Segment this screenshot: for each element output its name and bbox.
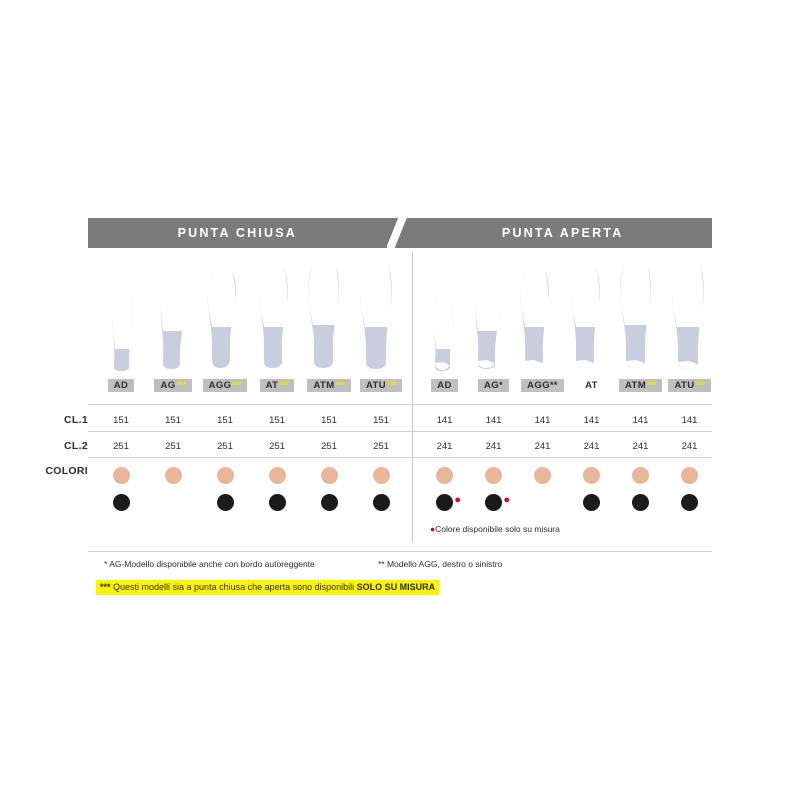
cl2-value: 241 bbox=[632, 440, 649, 452]
su-misura-text: Colore disponibile solo su misura bbox=[435, 524, 560, 534]
color-dot-cell bbox=[147, 464, 199, 486]
model-chip-ag-closed[interactable]: AG*** bbox=[154, 379, 191, 393]
color-dots-black-right bbox=[420, 491, 714, 513]
model-chip-atu-open[interactable]: ATU*** bbox=[668, 379, 710, 393]
leg-figure-ad-open bbox=[422, 258, 466, 373]
cl1-value: 151 bbox=[373, 414, 389, 426]
cl1-value: 141 bbox=[436, 414, 453, 426]
color-dot-cell bbox=[355, 491, 407, 513]
asterisk-marker: ** bbox=[550, 379, 558, 390]
color-dot-beige bbox=[269, 467, 286, 484]
su-misura-marker: ● bbox=[454, 494, 461, 506]
model-label-cell bbox=[616, 377, 665, 394]
rule-cl2-colori bbox=[88, 457, 712, 458]
stars-marker: *** bbox=[232, 379, 242, 390]
color-dot-cell bbox=[518, 464, 567, 486]
rule-top bbox=[88, 404, 712, 405]
header-punta-chiusa: PUNTA CHIUSA bbox=[88, 218, 387, 248]
leg-illustrations-right bbox=[422, 258, 712, 373]
cl1-value: 151 bbox=[321, 414, 337, 426]
leg-icon bbox=[199, 269, 249, 373]
leg-figure-agg-open bbox=[512, 258, 562, 373]
color-dot-cell bbox=[420, 491, 469, 513]
leg-icon bbox=[466, 273, 512, 373]
color-dot-cell bbox=[199, 464, 251, 486]
cl1-value: 141 bbox=[583, 414, 600, 426]
color-dots-black-left bbox=[95, 491, 407, 513]
header-slash-divider bbox=[387, 218, 414, 248]
leg-figure-agg-closed bbox=[199, 258, 250, 373]
model-label-cell bbox=[567, 377, 616, 394]
footnote-three bbox=[96, 580, 439, 595]
model-label-cell bbox=[518, 377, 567, 394]
color-dot-cell bbox=[95, 464, 147, 486]
cl2-value: 251 bbox=[321, 440, 337, 452]
color-dot-beige bbox=[165, 467, 182, 484]
cl2-value: 241 bbox=[436, 440, 453, 452]
model-chip-atm-open[interactable]: ATM*** bbox=[619, 379, 662, 393]
color-dot-black bbox=[632, 494, 649, 511]
footnote-three-lead: *** bbox=[100, 582, 111, 592]
leg-figure-atu-open bbox=[664, 258, 716, 373]
model-label-cell bbox=[469, 377, 518, 394]
model-label-cell bbox=[95, 377, 147, 394]
model-labels-left bbox=[95, 377, 407, 394]
leg-figure-ag-closed bbox=[149, 258, 200, 373]
cl2-value: 251 bbox=[217, 440, 233, 452]
stars-marker: *** bbox=[387, 379, 397, 390]
color-dots-beige-right bbox=[420, 464, 714, 486]
model-labels-right bbox=[420, 377, 714, 394]
cl1-values-left bbox=[95, 412, 407, 428]
model-chip-agg-open[interactable]: AGG** bbox=[521, 379, 564, 393]
color-dot-beige bbox=[583, 467, 600, 484]
leg-figure-at-closed bbox=[250, 258, 301, 373]
cl1-value: 151 bbox=[269, 414, 285, 426]
cl2-value: 251 bbox=[269, 440, 285, 452]
cl2-value: 241 bbox=[534, 440, 551, 452]
color-dot-beige bbox=[681, 467, 698, 484]
cl1-value: 141 bbox=[534, 414, 551, 426]
color-dot-cell bbox=[303, 491, 355, 513]
color-dot-cell bbox=[665, 464, 714, 486]
footnote-one: * AG-Modello disponibile anche con bordo autoreggente bbox=[104, 559, 315, 569]
leg-icon bbox=[101, 287, 145, 373]
model-chip-ad-closed[interactable]: AD bbox=[108, 379, 135, 393]
leg-figure-atm-closed bbox=[300, 258, 352, 373]
stars-marker: *** bbox=[279, 379, 289, 390]
color-dot-beige bbox=[436, 467, 453, 484]
cl2-value: 251 bbox=[373, 440, 389, 452]
model-label-cell bbox=[147, 377, 199, 394]
color-dot-cell-empty bbox=[147, 491, 199, 513]
cl2-value: 241 bbox=[485, 440, 502, 452]
color-dots-beige-left bbox=[95, 464, 407, 486]
row-label-cl2: CL.2 bbox=[64, 440, 88, 452]
model-label-cell bbox=[199, 377, 251, 394]
cl1-value: 141 bbox=[485, 414, 502, 426]
color-dot-beige bbox=[632, 467, 649, 484]
color-dot-cell bbox=[567, 464, 616, 486]
cl1-value: 151 bbox=[113, 414, 129, 426]
leg-figure-atm-open bbox=[612, 258, 664, 373]
row-label-cl1: CL.1 bbox=[64, 414, 88, 426]
color-dot-cell bbox=[303, 464, 355, 486]
cl1-value: 141 bbox=[681, 414, 698, 426]
cl2-value: 241 bbox=[681, 440, 698, 452]
stars-marker: *** bbox=[335, 379, 345, 390]
model-chip-agg-closed[interactable]: AGG*** bbox=[203, 379, 248, 393]
leg-icon bbox=[562, 265, 612, 373]
cl1-values-right bbox=[420, 412, 714, 428]
color-dot-black bbox=[321, 494, 338, 511]
color-dot-black bbox=[217, 494, 234, 511]
model-label-cell bbox=[420, 377, 469, 394]
leg-figure-at-open bbox=[562, 258, 612, 373]
leg-figure-ad-closed bbox=[98, 258, 149, 373]
color-dot-black bbox=[436, 494, 453, 511]
leg-icon bbox=[352, 263, 404, 373]
leg-figure-ag-open bbox=[466, 258, 512, 373]
color-dot-cell bbox=[251, 464, 303, 486]
model-chip-at-open[interactable]: AT bbox=[585, 379, 598, 391]
cl2-value: 241 bbox=[583, 440, 600, 452]
model-label-cell bbox=[303, 377, 355, 394]
color-dot-beige bbox=[534, 467, 551, 484]
footnote-three-text: Questi modelli sia a punta chiusa che aperta sono disponibili bbox=[110, 582, 357, 592]
model-chip-ad-open[interactable]: AD bbox=[431, 379, 458, 393]
cl1-value: 141 bbox=[632, 414, 649, 426]
color-dot-black bbox=[681, 494, 698, 511]
header-punta-aperta: PUNTA APERTA bbox=[413, 218, 712, 248]
color-dot-cell bbox=[616, 491, 665, 513]
model-chip-ag-open[interactable]: AG* bbox=[478, 379, 509, 393]
model-label-cell bbox=[355, 377, 407, 394]
color-dot-black bbox=[113, 494, 130, 511]
color-dot-cell bbox=[616, 464, 665, 486]
color-dot-cell bbox=[469, 464, 518, 486]
color-dot-black bbox=[269, 494, 286, 511]
cl1-value: 151 bbox=[217, 414, 233, 426]
model-chip-atu-closed[interactable]: ATU*** bbox=[360, 379, 402, 393]
cl2-value: 251 bbox=[165, 440, 181, 452]
stars-marker: *** bbox=[695, 379, 705, 390]
rule-footer bbox=[88, 551, 712, 552]
color-dot-beige bbox=[485, 467, 502, 484]
color-dot-cell bbox=[420, 464, 469, 486]
leg-icon bbox=[422, 287, 466, 373]
row-label-colori: COLORI bbox=[45, 465, 88, 477]
leg-illustrations-left bbox=[98, 258, 404, 373]
su-misura-marker: ● bbox=[503, 494, 510, 506]
stars-marker: *** bbox=[176, 379, 186, 390]
color-dot-beige bbox=[321, 467, 338, 484]
asterisk-marker: * bbox=[499, 379, 503, 390]
su-misura-bullet: ● bbox=[430, 524, 436, 534]
leg-icon bbox=[151, 273, 197, 373]
color-dot-cell bbox=[251, 491, 303, 513]
color-dot-black bbox=[583, 494, 600, 511]
color-dot-black bbox=[373, 494, 390, 511]
cl1-value: 151 bbox=[165, 414, 181, 426]
rule-cl1-cl2 bbox=[88, 431, 712, 432]
cl2-values-right bbox=[420, 438, 714, 454]
color-dot-beige bbox=[373, 467, 390, 484]
color-dot-cell bbox=[199, 491, 251, 513]
cl2-values-left bbox=[95, 438, 407, 454]
color-dot-cell bbox=[567, 491, 616, 513]
leg-icon bbox=[664, 263, 716, 373]
leg-icon bbox=[250, 265, 300, 373]
leg-icon bbox=[612, 263, 664, 373]
color-dot-cell bbox=[355, 464, 407, 486]
color-dot-black bbox=[485, 494, 502, 511]
model-label-cell bbox=[665, 377, 714, 394]
footnote-two: ** Modello AGG, destro o sinistro bbox=[378, 559, 503, 569]
color-dot-cell bbox=[665, 491, 714, 513]
header-band bbox=[88, 218, 712, 248]
footnote-three-strong: SOLO SU MISURA bbox=[356, 582, 436, 592]
center-divider bbox=[412, 252, 413, 542]
leg-figure-atu-closed bbox=[352, 258, 404, 373]
color-dot-cell bbox=[95, 491, 147, 513]
stars-marker: *** bbox=[647, 379, 657, 390]
color-dot-beige bbox=[217, 467, 234, 484]
note-su-misura bbox=[430, 524, 560, 534]
color-dot-cell bbox=[469, 491, 518, 513]
model-label-cell bbox=[251, 377, 303, 394]
model-chip-at-closed[interactable]: AT*** bbox=[260, 379, 295, 393]
leg-icon bbox=[512, 269, 562, 373]
color-dot-cell-empty bbox=[518, 491, 567, 513]
model-chip-atm-closed[interactable]: ATM*** bbox=[307, 379, 350, 393]
color-dot-beige bbox=[113, 467, 130, 484]
leg-icon bbox=[300, 263, 352, 373]
cl2-value: 251 bbox=[113, 440, 129, 452]
